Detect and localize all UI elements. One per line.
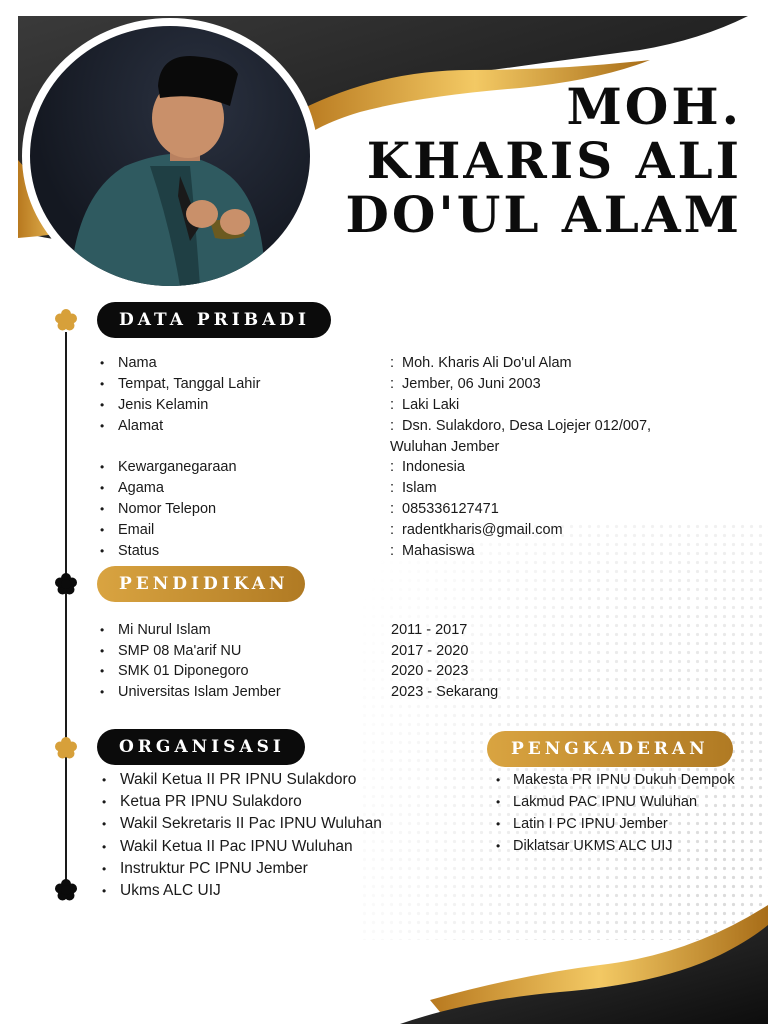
profile-photo-frame: [22, 18, 318, 294]
list-item: • Wakil Ketua II PR IPNU Sulakdoro: [102, 771, 357, 789]
section-title-organisasi: ORGANISASI: [97, 729, 305, 765]
list-item: • Nomor Telepon : 085336127471: [100, 500, 499, 517]
list-item: • Agama : Islam: [100, 480, 437, 497]
name-line-2: KHARIS ALI: [366, 131, 742, 190]
pengkaderan-list: [496, 769, 735, 857]
list-item: • Alamat : Dsn. Sulakdoro, Desa Lojejer 012/007,: [100, 417, 652, 434]
list-item: • Ukms ALC UIJ: [102, 882, 221, 900]
list-item-continuation: Wuluhan Jember: [390, 438, 500, 455]
list-item: • Status : Mahasiswa: [100, 542, 475, 559]
section-title-pendidikan: PENDIDIKAN: [97, 566, 305, 602]
list-item: • Kewarganegaraan : Indonesia: [100, 459, 465, 476]
list-item: • SMP 08 Ma'arif NU 2017 - 2020: [100, 642, 469, 659]
section-title-data-pribadi: DATA PRIBADI: [97, 302, 331, 338]
timeline-line: [65, 332, 67, 892]
name-line-1: MOH.: [566, 77, 742, 136]
name-line-3: DO'UL ALAM: [345, 185, 742, 244]
data-pribadi-list: [100, 353, 651, 561]
pendidikan-list: [100, 620, 498, 702]
list-item: • Wakil Ketua II Pac IPNU Wuluhan: [102, 837, 353, 855]
flower-icon-black: [54, 878, 78, 902]
person-icon: [30, 26, 310, 286]
list-item: • Universitas Islam Jember 2023 - Sekarang: [100, 684, 499, 701]
flower-icon-gold: [54, 308, 78, 332]
list-item: • Email : radentkharis@gmail.com: [100, 521, 563, 538]
organisasi-list: [102, 769, 382, 902]
person-name: [302, 77, 742, 244]
profile-photo: [30, 26, 310, 286]
list-item: • Ketua PR IPNU Sulakdoro: [102, 793, 302, 811]
section-title-pengkaderan: PENGKADERAN: [487, 731, 733, 767]
list-item: • Wakil Sekretaris II Pac IPNU Wuluhan: [102, 815, 382, 833]
list-item: • Makesta PR IPNU Dukuh Dempok: [496, 772, 735, 788]
flower-icon-gold: [54, 736, 78, 760]
list-item: • Latin I PC IPNU Jember: [496, 816, 668, 832]
list-item: • Diklatsar UKMS ALC UIJ: [496, 838, 673, 854]
list-item: • Tempat, Tanggal Lahir : Jember, 06 Juni 2003: [100, 376, 541, 393]
list-item: • Nama : Moh. Kharis Ali Do'ul Alam: [100, 355, 572, 372]
list-item: • SMK 01 Diponegoro 2020 - 2023: [100, 663, 469, 680]
list-item: • Lakmud PAC IPNU Wuluhan: [496, 794, 698, 810]
list-item: • Jenis Kelamin : Laki Laki: [100, 396, 460, 413]
list-item: • Mi Nurul Islam 2011 - 2017: [100, 622, 468, 639]
list-item: • Instruktur PC IPNU Jember: [102, 859, 308, 877]
flower-icon-black: [54, 572, 78, 596]
